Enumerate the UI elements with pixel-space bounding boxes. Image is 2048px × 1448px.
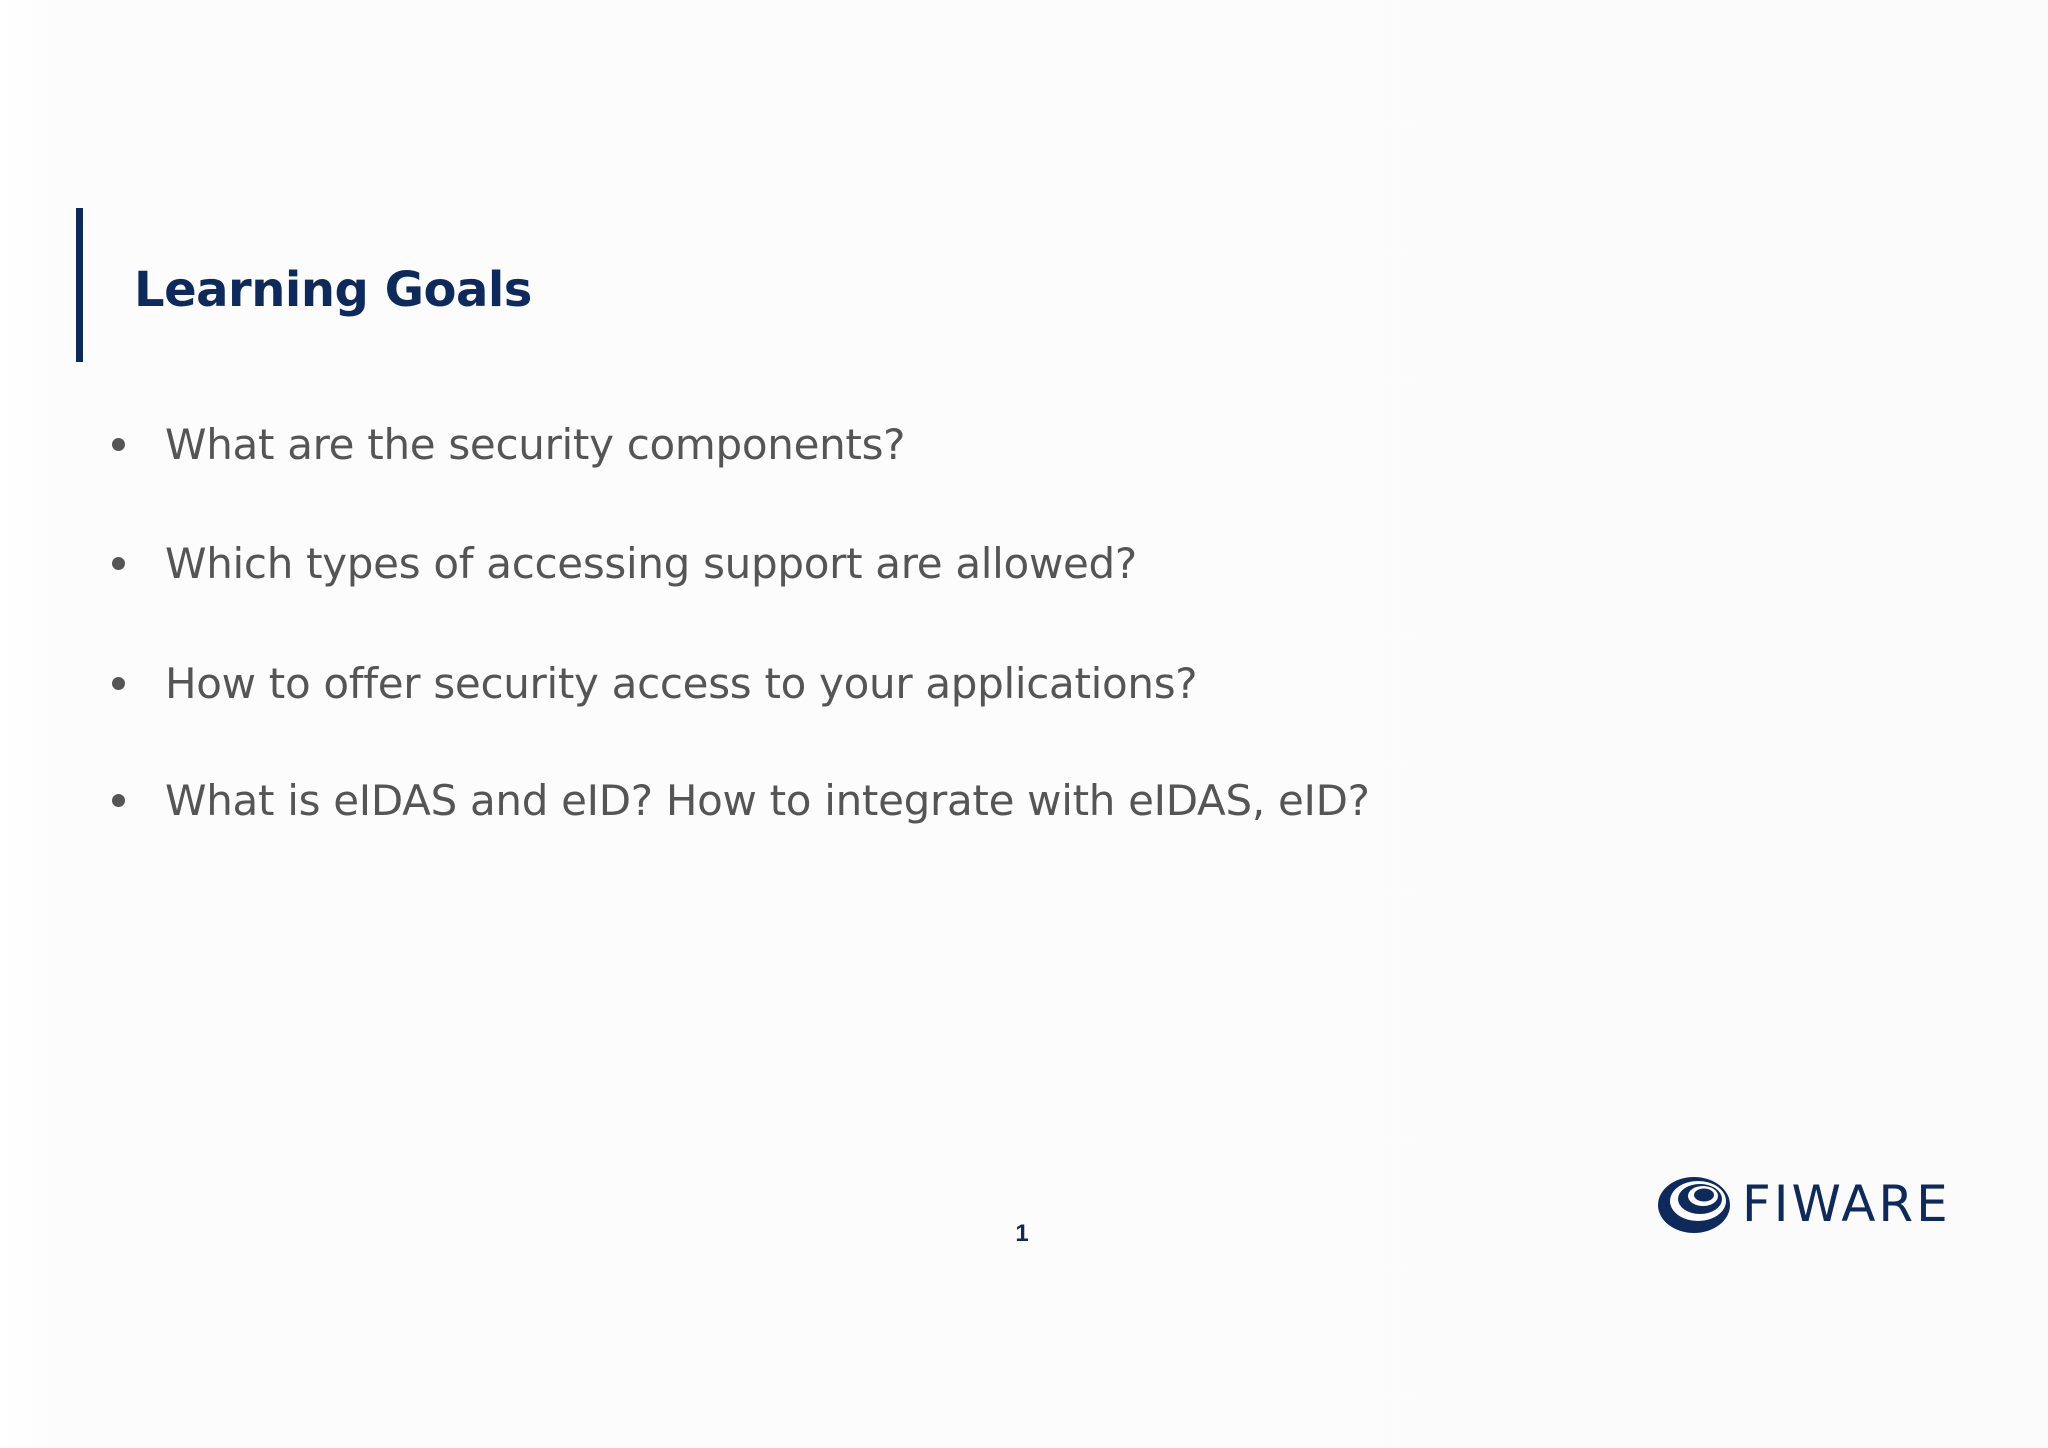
list-item [112,770,1370,830]
bullet-dot-icon [112,794,125,807]
logo-wordmark: FIWARE [1742,1175,1951,1233]
slide-title: Learning Goals [134,262,532,318]
fiware-swirl-icon [1656,1172,1736,1236]
bullet-dot-icon [112,677,125,690]
bullet-text: What are the security components? [165,419,906,469]
bullet-text: How to offer security access to your applications? [165,658,1198,708]
bullet-text: What is eIDAS and eID? How to integrate with eIDAS, eID? [165,775,1370,825]
bullet-dot-icon [112,557,125,570]
list-item [112,653,1197,713]
page-number: 1 [1015,1220,1029,1247]
bullet-text: Which types of accessing support are allowed? [165,538,1137,588]
list-item [112,414,905,474]
fiware-logo [1656,1172,1951,1236]
title-accent-bar [76,208,83,362]
bullet-dot-icon [112,438,125,451]
list-item [112,533,1137,593]
